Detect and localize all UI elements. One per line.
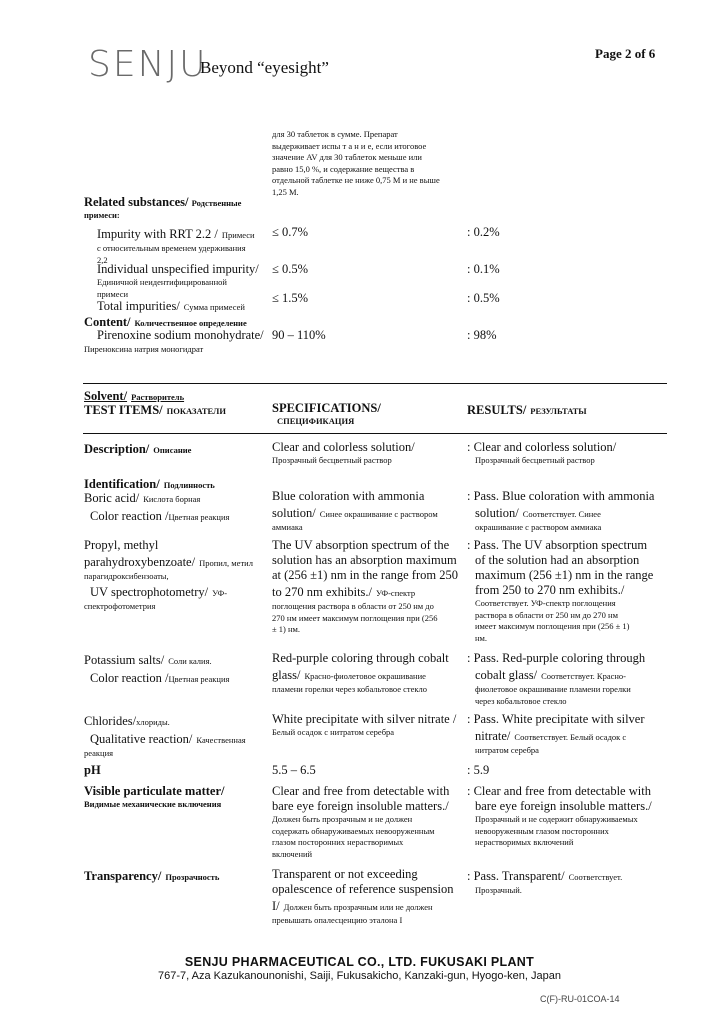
result-en: of the solution had an absorption [475,553,640,567]
ph-label: pH [84,763,101,777]
spec-ru: включений [272,848,313,859]
label-ru: Кислота борная [143,494,201,504]
individual-impurity-spec: ≤ 0.5% [272,262,309,276]
transparency-spec [272,867,462,927]
label-en: Description/ [84,442,150,456]
impurity-rrt-spec: ≤ 0.7% [272,225,309,239]
spec-ru: аммиака [272,522,303,532]
label-en: Transparency/ [84,869,162,883]
impurity-rrt-result: : 0.2% [467,225,500,239]
total-impurities-spec: ≤ 1.5% [272,291,309,305]
label-ru: Пропил, метил [199,558,253,568]
result-en: : Pass. White precipitate with silver [467,712,645,726]
spec-ru: Должен быть прозрачным или не должен [283,902,433,912]
row-label-ru: Сумма примесей [183,302,245,312]
result-ru: Соответствует. УФ-спектр поглощения [475,598,616,608]
header-ru: РЕЗУЛЬТАТЫ [530,406,587,416]
pirenoxine-label-ru: Пиреноксина натрия моногидрат [84,344,204,354]
heading-en: Related substances/ [84,195,189,209]
text-line: отдельной таблетке не ниже 0,75 M и не выше [272,175,440,185]
visible-particulate-spec [272,784,462,860]
text-line: значение AV для 30 таблеток меньше или [272,152,422,162]
spec-ru: ± 1) нм. [272,624,301,634]
transparency-result [467,867,662,897]
heading-ru: Родственные [191,198,242,208]
row-label-ru: с относительным временем удерживания [97,243,246,253]
company-logo: SENJU [88,44,208,85]
pirenoxine-result: : 98% [467,328,497,342]
description-label [84,440,266,458]
label-ru: спектрофотометрия [84,600,156,611]
result-ru: нм. [475,632,488,643]
result-ru: Соответствует. [568,872,623,882]
result-en: : Pass. The UV absorption spectrum [467,538,648,552]
result-ru: невооруженным глазом посторонних [475,825,609,836]
label-ru: УФ- [212,587,228,598]
header-ru: ПОКАЗАТЕЛИ [166,406,227,416]
result-en: : Pass. Red-purple coloring through [467,651,646,665]
header-en: TEST ITEMS/ [84,403,163,417]
result-en: maximum (256 ±1) nm in the range [475,568,654,582]
result-en: : Pass. Transparent/ [467,869,565,883]
spec-ru: Красно-фиолетовое окрашивание [304,671,426,681]
text-line: выдерживает испы т а н и е, если итоговое [272,140,427,151]
result-en: : Clear and colorless solution/ [467,440,617,454]
potassium-spec [272,651,462,696]
label-ru: Соли калия. [168,656,212,666]
text-line: для 30 таблеток в сумме. Препарат [272,129,398,139]
result-ru: через кобальтовое стекло [475,695,567,706]
label-ru: Видимые механические включения [84,799,222,809]
spec-en: Red-purple coloring through cobalt [272,651,449,665]
propyl-spec [272,538,462,636]
column-header-results [467,401,662,419]
label-en: UV spectrophotometry/ [90,584,209,599]
individual-impurity-row [97,262,267,300]
result-ru: Прозрачный. [475,885,522,895]
row-label-ru: 2,2 [97,254,108,265]
spec-en: Blue coloration with ammonia [272,489,425,503]
spec-ru: Белый осадок с нитратом серебра [272,727,395,737]
result-ru: нерастворимых включений [475,837,574,847]
label-en: Qualitative reaction/ [90,732,193,746]
ph-result: : 5.9 [467,763,490,777]
label-en: Color reaction / [90,509,169,523]
total-impurities-result: : 0.5% [467,291,500,305]
spec-en: Clear and free from detectable with [272,784,450,798]
result-ru: Соответствует. Синее [522,509,601,519]
spec-en: bare eye foreign insoluble matters./ [272,799,449,813]
boric-acid-result [467,489,662,534]
individual-impurity-result: : 0.1% [467,262,500,276]
label-ru: парагидроксибензоаты, [84,571,169,581]
propyl-label [84,538,266,612]
result-ru: раствора в области от 250 нм до 270 нм [475,609,618,620]
potassium-label [84,651,266,687]
row-label-ru: примеси [97,288,129,299]
label-en: Propyl, methyl [84,538,159,552]
result-en: solution/ [475,506,519,520]
heading-ru-2: примеси: [84,210,120,220]
spec-en: White precipitate with silver nitrate / [272,712,457,726]
spec-en: opalescence of reference suspension [272,882,454,896]
label-ru: Подлинность [163,480,215,490]
label-ru: Описание [153,445,192,455]
footer-company: SENJU PHARMACEUTICAL CO., LTD. FUKUSAKI PLANT [184,955,535,969]
result-ru: Соответствует. Белый осадок с [514,732,627,742]
heading-en: Solvent/ [84,389,128,403]
spec-en: solution/ [272,506,316,520]
column-header-specifications [272,401,462,428]
result-ru: Прозрачный и не содержит обнаруживаемых [475,814,638,824]
result-en: nitrate/ [475,729,511,743]
chlorides-spec [272,712,462,739]
visible-particulate-result [467,784,662,849]
visible-particulate-label [84,784,266,811]
heading-en: Content/ [84,315,131,329]
spec-ru: УФ-спектр [376,588,416,598]
related-substances-heading [84,195,266,222]
label-en: Chlorides/ [84,714,137,728]
potassium-result [467,651,662,707]
pirenoxine-row [97,328,277,343]
spec-en: The UV absorption spectrum of the [272,538,450,552]
description-result [467,440,662,467]
document-code: C(F)-RU-01COA-14 [540,994,620,1004]
label-en: Potassium salts/ [84,653,165,667]
spec-ru: Прозрачный бесцветный раствор [272,455,392,465]
label-en: Identification/ [84,477,160,491]
divider [83,433,667,434]
row-label-ru: Примеси [221,230,255,240]
result-ru: имеет максимум поглощения при (256 ± 1) [475,621,630,631]
header-en: SPECIFICATIONS/ [272,401,381,415]
result-en: bare eye foreign insoluble matters./ [475,799,652,813]
heading-ru: Растворитель [131,392,185,402]
footer-address: 767-7, Aza Kazukanounonishi, Saiji, Fukusakicho, Kanzaki-gun, Hyogo-ken, Japan [158,970,561,982]
row-label-en: Individual unspecified impurity/ [97,262,259,276]
text-line: 1,25 M. [272,186,299,197]
tagline: Beyond “eyesight” [200,58,329,77]
row-label-ru: Единичной неидентифицированной [97,277,227,287]
spec-en: solution has an absorption maximum [272,553,457,567]
pirenoxine-spec: 90 – 110% [272,328,326,342]
ph-spec: 5.5 – 6.5 [272,763,316,777]
label-ru: реакция [84,748,114,758]
continuation-text [272,129,472,198]
label-en: Color reaction / [90,671,169,685]
label-en: Boric acid/ [84,491,140,505]
boric-acid-label [84,489,266,525]
header-en: RESULTS/ [467,403,527,417]
chlorides-label [84,712,266,760]
result-ru: Соответствует. Красно- [541,671,627,681]
spec-ru: глазом посторонних нерастворимых [272,837,404,847]
label-ru: Цветная реакция [168,512,230,522]
result-ru: Прозрачный бесцветный раствор [475,455,595,465]
spec-en: glass/ [272,668,301,682]
description-spec [272,440,462,467]
label-ru: Цветная реакция [168,674,230,684]
impurity-rrt-row [97,225,267,266]
result-ru: фиолетовое окрашивание пламени горелки [475,684,631,694]
spec-ru: пламени горелки через кобальтовое стекло [272,684,428,694]
text-line: равно 15,0 %, и содержание вещества в [272,163,415,174]
page-number: Page 2 of 6 [595,46,656,61]
result-en: cobalt glass/ [475,668,538,682]
result-en: : Pass. Blue coloration with ammonia [467,489,655,503]
label-ru: Прозрачность [165,872,220,882]
column-header-test-items [84,401,266,419]
spec-en: Transparent or not exceeding [272,867,418,881]
result-en: : Clear and free from detectable with [467,784,651,798]
boric-acid-spec [272,489,462,534]
row-label-en: Impurity with RRT 2.2 / [97,227,218,241]
row-label-en: Total impurities/ [97,299,180,313]
spec-ru: 270 нм имеет максимум поглощения при (256 [272,612,438,623]
label-ru: хлориды. [136,717,170,727]
divider [83,383,667,384]
label-en: Visible particulate matter/ [84,784,225,798]
propyl-result [467,538,662,644]
spec-en: I/ [272,899,280,913]
result-en: from 250 to 270 nm exhibits./ [475,583,625,597]
spec-ru: содержать обнаруживаемых невооруженным [272,825,435,836]
transparency-label [84,867,266,885]
spec-ru: поглощения раствора в области от 250 нм до [272,601,434,611]
row-label-en: Pirenoxine sodium monohydrate/ [97,328,264,342]
label-en: parahydroxybenzoate/ [84,555,196,569]
chlorides-result [467,712,662,757]
spec-en: to 270 nm exhibits./ [272,585,372,599]
heading-ru: Количественное определение [134,318,247,328]
spec-en: at (256 ±1) nm in the range from 250 [272,568,458,582]
header-ru: СПЕЦИФИКАЦИЯ [277,416,355,426]
label-ru: Качественная [196,735,246,745]
spec-ru: превышать опалесценцию эталона I [272,915,403,925]
spec-ru: Должен быть прозрачным и не должен [272,814,413,824]
spec-en: Clear and colorless solution/ [272,440,415,454]
spec-ru: Синее окрашивание с раствором [319,509,438,519]
result-ru: нитратом серебра [475,745,539,755]
result-ru: окрашивание с раствором аммиака [475,522,602,532]
